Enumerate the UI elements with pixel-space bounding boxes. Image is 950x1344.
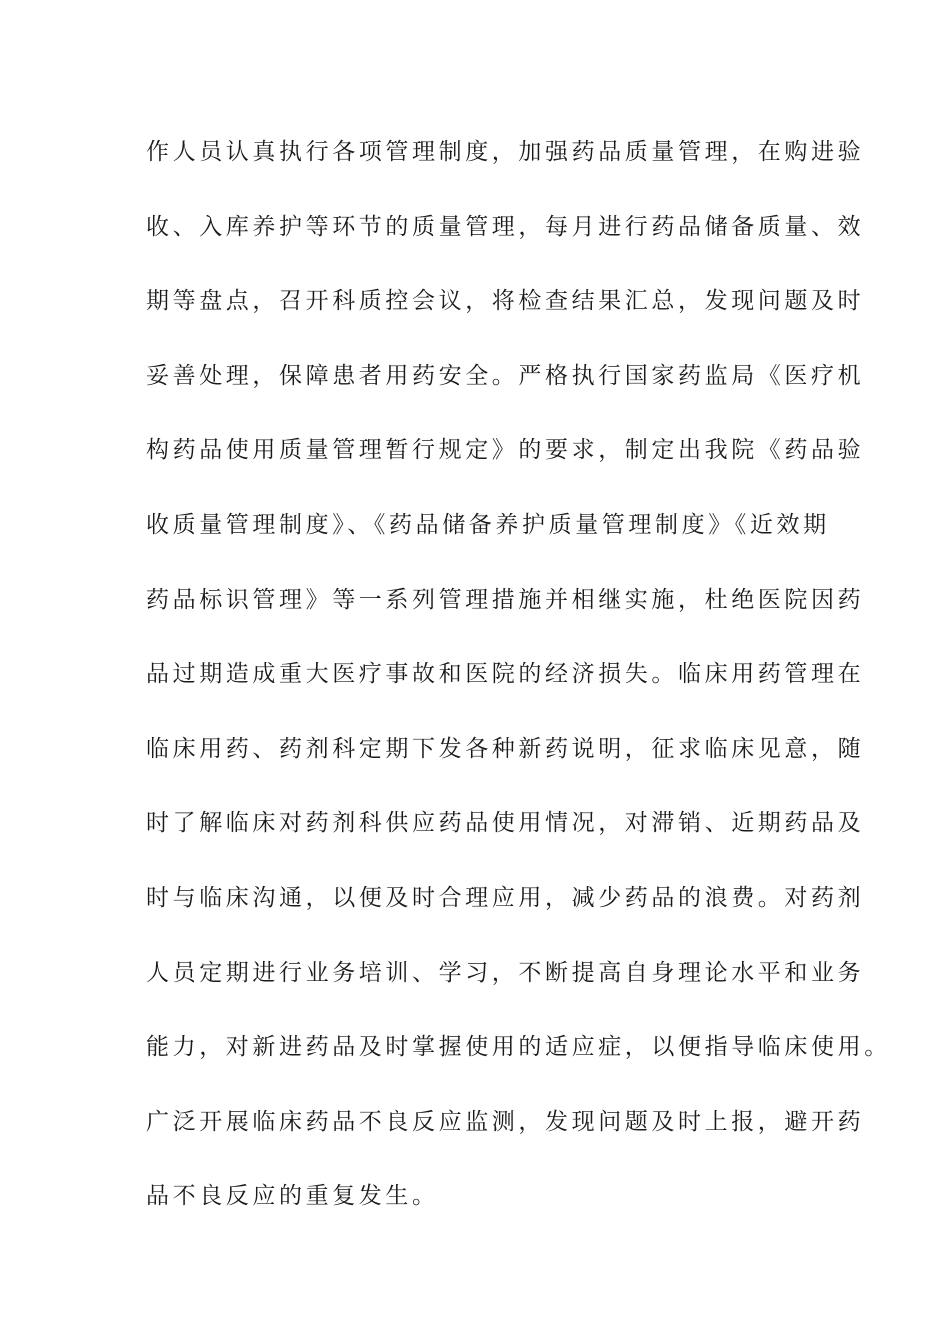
text-line: 收质量管理制度》、《药品储备养护质量管理制度》《近效期 [146, 511, 830, 538]
text-line: 妥善处理，保障患者用药安全。严格执行国家药监局《医疗机 [146, 362, 865, 389]
text-line: 收、入库养护等环节的质量管理，每月进行药品储备质量、效 [146, 213, 865, 240]
text-line: 时与临床沟通，以便及时合理应用，减少药品的浪费。对药剂 [146, 884, 865, 911]
text-line: 构药品使用质量管理暂行规定》的要求，制定出我院《药品验 [146, 437, 865, 464]
text-line: 能力，对新进药品及时掌握使用的适应症，以便指导临床使用。 [146, 1034, 891, 1061]
text-line: 广泛开展临床药品不良反应监测，发现问题及时上报，避开药 [146, 1108, 865, 1135]
text-line: 临床用药、药剂科定期下发各种新药说明，征求临床见意，随 [146, 735, 865, 762]
text-line: 品过期造成重大医疗事故和医院的经济损失。临床用药管理在 [146, 661, 865, 688]
text-line: 品不良反应的重复发生。 [146, 1183, 439, 1210]
body-text [146, 127, 891, 1246]
text-line: 期等盘点，召开科质控会议，将检查结果汇总，发现问题及时 [146, 288, 865, 315]
text-line: 药品标识管理》等一系列管理措施并相继实施，杜绝医院因药 [146, 586, 865, 613]
text-line: 人员定期进行业务培训、学习，不断提高自身理论水平和业务 [146, 959, 865, 986]
text-line: 时了解临床对药剂科供应药品使用情况，对滞销、近期药品及 [146, 810, 865, 837]
text-line: 作人员认真执行各项管理制度，加强药品质量管理，在购进验 [146, 139, 865, 165]
